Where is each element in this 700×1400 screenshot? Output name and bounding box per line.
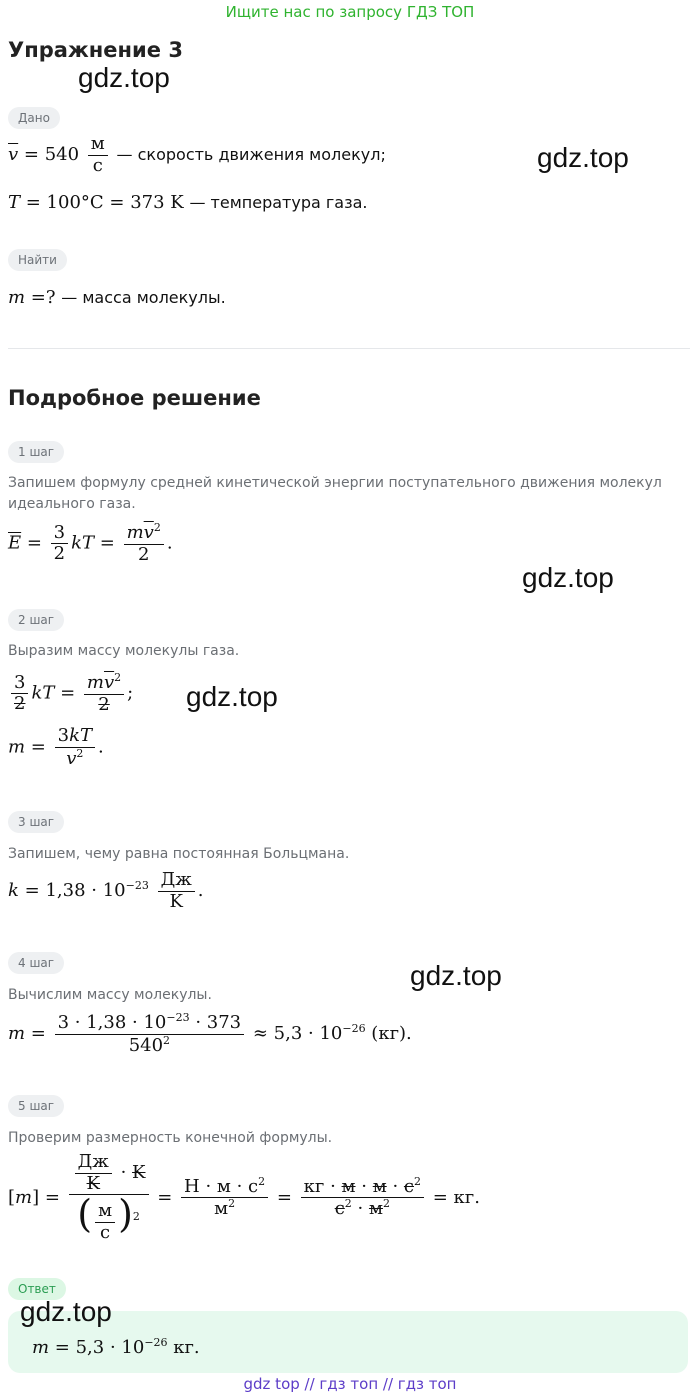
watermark: gdz.top [78, 62, 170, 93]
step-1-text: Запишем формулу средней кинетической энергии поступательного движения молекул идеального газа. [8, 475, 662, 512]
solution-title: Подробное решение [8, 386, 261, 410]
answer-badge: Ответ [8, 1278, 66, 1300]
step-5-badge: 5 шаг [8, 1095, 64, 1117]
section-divider [8, 348, 690, 349]
given-temperature-formula: T = 100°C = 373 K — температура газа. [8, 192, 368, 213]
step-4-text: Вычислим массу молекулы. [8, 987, 212, 1003]
given-velocity-desc: — скорость движения молекул; [116, 145, 386, 165]
find-badge: Найти [8, 249, 67, 271]
find-desc: — масса молекулы. [61, 288, 226, 307]
given-temperature-desc: — температура газа. [189, 193, 368, 212]
watermark: gdz.top [186, 681, 278, 712]
answer-formula: $m = 5,3 \cdot 10^{-26}$ кг. [32, 1336, 200, 1358]
watermark: gdz.top [20, 1296, 112, 1327]
footer-links: gdz top // гдз топ // гдз топ [243, 1375, 457, 1393]
step-1-badge: 1 шаг [8, 441, 64, 463]
find-formula: m =? — масса молекулы. [8, 287, 226, 308]
watermark: gdz.top [410, 960, 502, 991]
watermark: gdz.top [522, 562, 614, 593]
step-2-formula-b: m = $\frac{3kT}{\overline{v}^2}$ . [8, 725, 104, 769]
step-3-formula: $k = 1,38 \cdot 10^{-23}$ $\frac{Дж}{K}$ . [8, 869, 204, 912]
step-2-formula-a: $\frac{3}{2}$ kT = $\frac{m\overline{v}^2}{2}$ ; [8, 672, 133, 715]
step-4-badge: 4 шаг [8, 952, 64, 974]
watermark: gdz.top [537, 142, 629, 173]
given-badge: Дано [8, 107, 60, 129]
step-2-badge: 2 шаг [8, 609, 64, 631]
step-4-formula: m = $\frac{3 \cdot 1,38 \cdot 10^{-23} \cdot 373}{540^2}$ ≈ $5,3 \cdot 10^{-26}$ (кг). [8, 1011, 412, 1056]
step-5-formula: [m] = $\frac{Дж}{K}$ · K ( $\frac{м}{с}$ )$^2$ = $\frac{Н \cdot м \cdot с^2}{м^2}$ = $\frac{кг \cdot м \cdot м \cdot с^2}{с^2 \cdot м^2}$ = кг. [8, 1151, 480, 1243]
step-2-text: Выразим массу молекулы газа. [8, 643, 240, 659]
exercise-title: Упражнение 3 [8, 38, 183, 62]
search-banner: Ищите нас по запросу ГДЗ ТОП [225, 3, 475, 21]
given-velocity-formula: $\overline{v} = 540$ $\frac{м}{с}$ — скорость движения молекул; [8, 133, 386, 176]
step-5-text: Проверим размерность конечной формулы. [8, 1130, 333, 1146]
step-1-formula: $\overline{E}$ = $\frac{3}{2}$ kT = $\frac{m\overline{v}^2}{2}$ . [8, 521, 173, 565]
step-3-badge: 3 шаг [8, 811, 64, 833]
step-3-text: Запишем, чему равна постоянная Больцмана. [8, 846, 350, 862]
